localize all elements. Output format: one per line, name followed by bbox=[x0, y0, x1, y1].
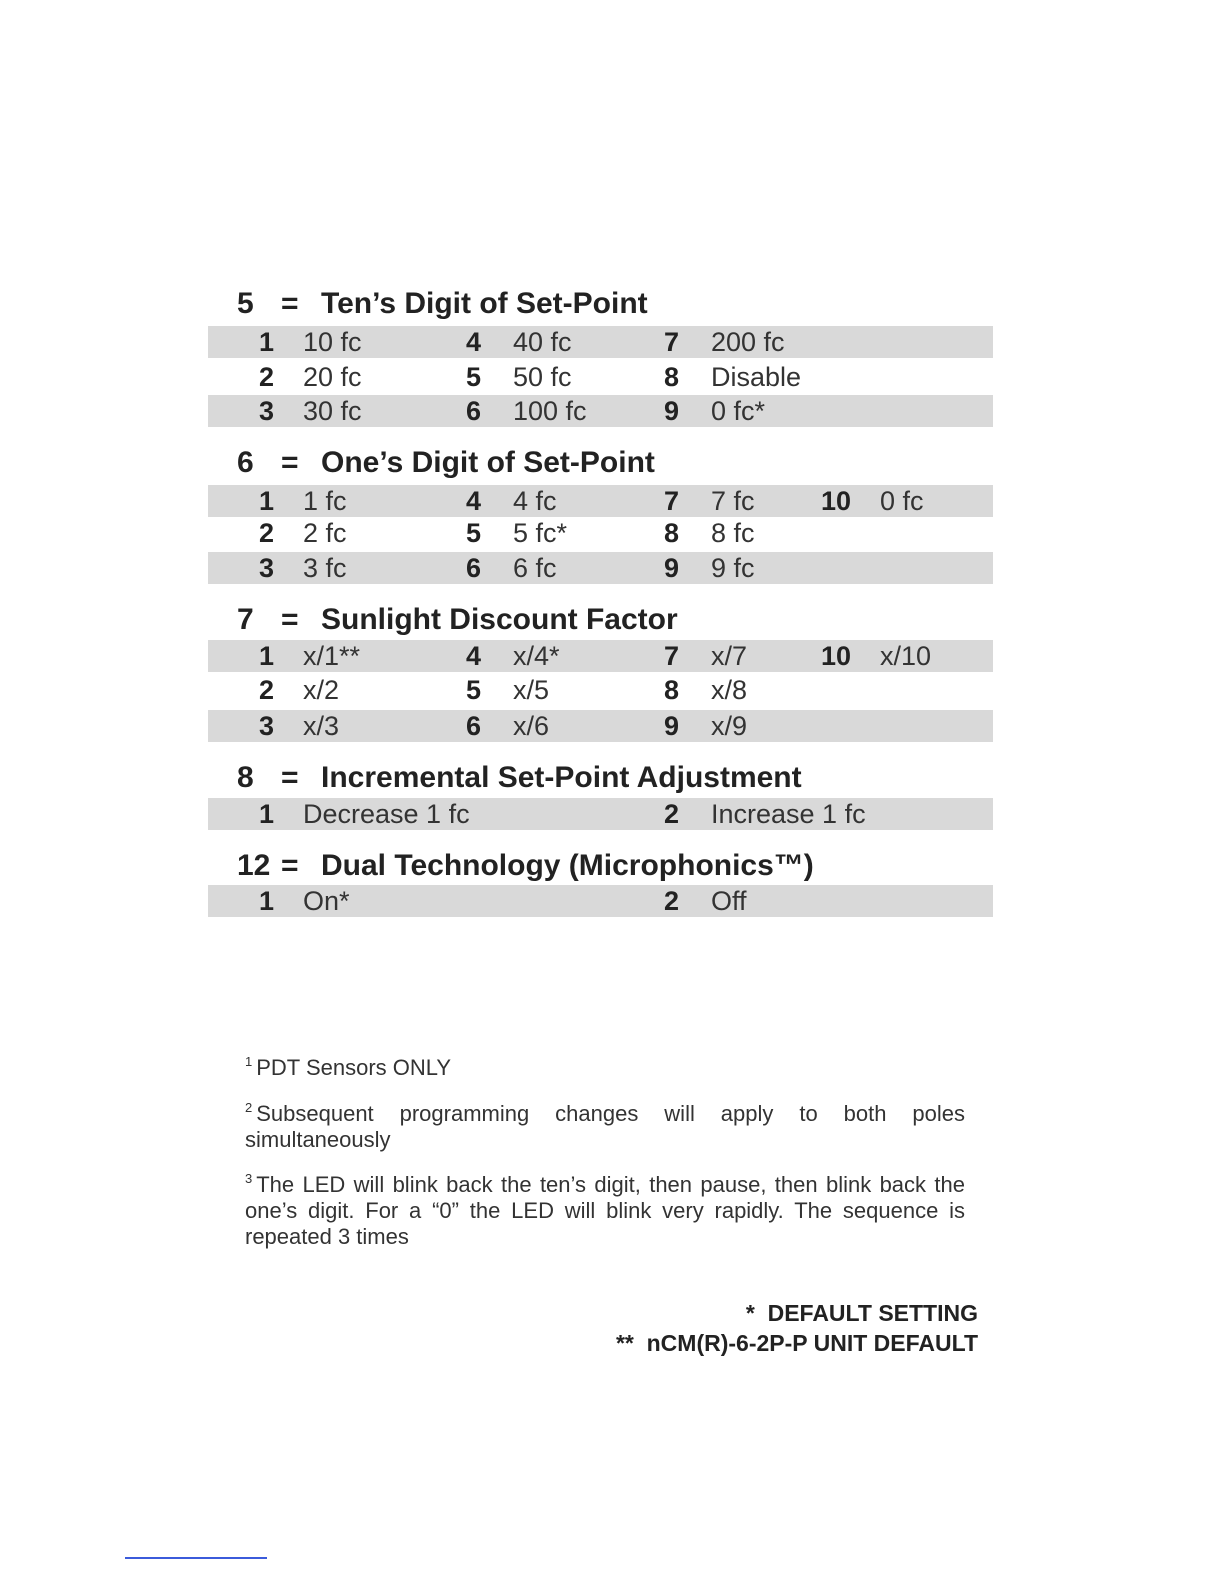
section-heading: One’s Digit of Set-Point bbox=[321, 446, 655, 479]
footnote-text: The LED will blink back the ten’s digit, then pause, then blink back the one’s digit. For a “0” the LED will blink very rapidly. The sequence is repeated 3 times bbox=[245, 1172, 965, 1249]
option-row bbox=[208, 640, 993, 672]
option-value: 3 fc bbox=[303, 553, 347, 583]
option-code: 6 bbox=[465, 553, 481, 583]
option-code: 1 bbox=[258, 799, 274, 829]
footnote-1 bbox=[245, 1055, 965, 1081]
option-code: 4 bbox=[465, 486, 481, 516]
option-value: 100 fc bbox=[513, 396, 587, 426]
section-title bbox=[237, 600, 678, 640]
option-code: 7 bbox=[663, 641, 679, 671]
option-row bbox=[208, 885, 993, 917]
option-value: x/4* bbox=[513, 641, 560, 671]
option-code: 3 bbox=[258, 711, 274, 741]
option-code: 6 bbox=[465, 396, 481, 426]
option-value: x/8 bbox=[711, 675, 748, 705]
option-code: 3 bbox=[258, 553, 274, 583]
option-code: 5 bbox=[465, 518, 481, 548]
section-heading: Sunlight Discount Factor bbox=[321, 603, 678, 636]
option-code: 6 bbox=[465, 711, 481, 741]
option-value: 0 fc bbox=[880, 486, 924, 516]
section-number: 7 bbox=[237, 603, 254, 636]
option-row bbox=[208, 395, 993, 427]
footnote-3 bbox=[245, 1172, 965, 1250]
option-code: 2 bbox=[663, 799, 679, 829]
option-code: 2 bbox=[258, 518, 274, 548]
option-code: 9 bbox=[663, 396, 679, 426]
section-equals: = bbox=[281, 603, 299, 636]
option-row bbox=[208, 552, 993, 584]
option-code: 2 bbox=[258, 362, 274, 392]
section-equals: = bbox=[281, 446, 299, 479]
option-value: x/6 bbox=[513, 711, 550, 741]
option-code: 2 bbox=[258, 675, 274, 705]
option-code: 4 bbox=[465, 641, 481, 671]
option-value: 0 fc* bbox=[711, 396, 766, 426]
legend-unit-default: ** nCM(R)-6-2P-P UNIT DEFAULT bbox=[615, 1330, 978, 1356]
section-title bbox=[237, 284, 648, 324]
section-title bbox=[237, 846, 814, 886]
section-heading: Dual Technology (Microphonics™) bbox=[321, 849, 814, 882]
option-code: 1 bbox=[258, 486, 274, 516]
option-value: x/2 bbox=[303, 675, 340, 705]
option-row bbox=[208, 517, 993, 549]
option-code: 8 bbox=[663, 362, 679, 392]
option-code: 1 bbox=[258, 641, 274, 671]
default-legend bbox=[616, 1298, 978, 1358]
option-code: 8 bbox=[663, 518, 679, 548]
option-value: x/3 bbox=[303, 711, 340, 741]
option-code: 1 bbox=[258, 327, 274, 357]
option-value: 20 fc bbox=[303, 362, 362, 392]
section-heading: Incremental Set-Point Adjustment bbox=[321, 761, 802, 794]
section-heading: Ten’s Digit of Set-Point bbox=[321, 287, 648, 320]
option-value: Off bbox=[711, 886, 747, 916]
section-equals: = bbox=[281, 287, 299, 320]
option-value: Increase 1 fc bbox=[711, 799, 866, 829]
option-value: x/1** bbox=[303, 641, 361, 671]
footnote-2 bbox=[245, 1101, 965, 1153]
option-value: Disable bbox=[711, 362, 802, 392]
option-value: x/5 bbox=[513, 675, 550, 705]
option-code: 9 bbox=[663, 553, 679, 583]
option-code: 4 bbox=[465, 327, 481, 357]
option-value: 7 fc bbox=[711, 486, 755, 516]
option-code: 1 bbox=[258, 886, 274, 916]
section-number: 12 bbox=[237, 849, 271, 882]
option-value: 6 fc bbox=[513, 553, 557, 583]
option-value: 30 fc bbox=[303, 396, 362, 426]
option-value: On* bbox=[303, 886, 350, 916]
option-value: 2 fc bbox=[303, 518, 347, 548]
option-value: 200 fc bbox=[711, 327, 785, 357]
footnote-divider bbox=[125, 1557, 267, 1559]
option-value: 9 fc bbox=[711, 553, 755, 583]
option-code: 7 bbox=[663, 486, 679, 516]
section-number: 8 bbox=[237, 761, 254, 794]
section-title bbox=[237, 758, 802, 798]
option-code: 10 bbox=[820, 641, 851, 671]
footnote-text: PDT Sensors ONLY bbox=[256, 1055, 452, 1080]
option-row bbox=[208, 485, 993, 517]
option-code: 3 bbox=[258, 396, 274, 426]
footnote-mark: 2 bbox=[245, 1100, 253, 1115]
section-equals: = bbox=[281, 849, 299, 882]
option-value: 4 fc bbox=[513, 486, 557, 516]
option-value: x/7 bbox=[711, 641, 748, 671]
footnote-mark: 1 bbox=[245, 1054, 253, 1069]
option-value: 1 fc bbox=[303, 486, 347, 516]
option-code: 2 bbox=[663, 886, 679, 916]
section-title bbox=[237, 443, 655, 483]
option-code: 5 bbox=[465, 675, 481, 705]
option-row bbox=[208, 326, 993, 358]
option-value: 40 fc bbox=[513, 327, 572, 357]
footnote-mark: 3 bbox=[245, 1171, 253, 1186]
option-row bbox=[208, 710, 993, 742]
section-equals: = bbox=[281, 761, 299, 794]
option-value: x/10 bbox=[880, 641, 932, 671]
option-row bbox=[208, 674, 993, 706]
option-value: x/9 bbox=[711, 711, 748, 741]
legend-default-setting: * DEFAULT SETTING bbox=[745, 1300, 978, 1326]
option-value: 8 fc bbox=[711, 518, 755, 548]
option-row bbox=[208, 361, 993, 393]
option-value: Decrease 1 fc bbox=[303, 799, 470, 829]
option-code: 10 bbox=[820, 486, 851, 516]
option-code: 8 bbox=[663, 675, 679, 705]
option-value: 10 fc bbox=[303, 327, 362, 357]
section-number: 6 bbox=[237, 446, 254, 479]
footnote-text: Subsequent programming changes will apply to both poles simultaneously bbox=[245, 1101, 965, 1152]
option-code: 9 bbox=[663, 711, 679, 741]
section-number: 5 bbox=[237, 287, 254, 320]
option-code: 7 bbox=[663, 327, 679, 357]
option-row bbox=[208, 798, 993, 830]
option-value: 50 fc bbox=[513, 362, 572, 392]
option-code: 5 bbox=[465, 362, 481, 392]
option-value: 5 fc* bbox=[513, 518, 568, 548]
